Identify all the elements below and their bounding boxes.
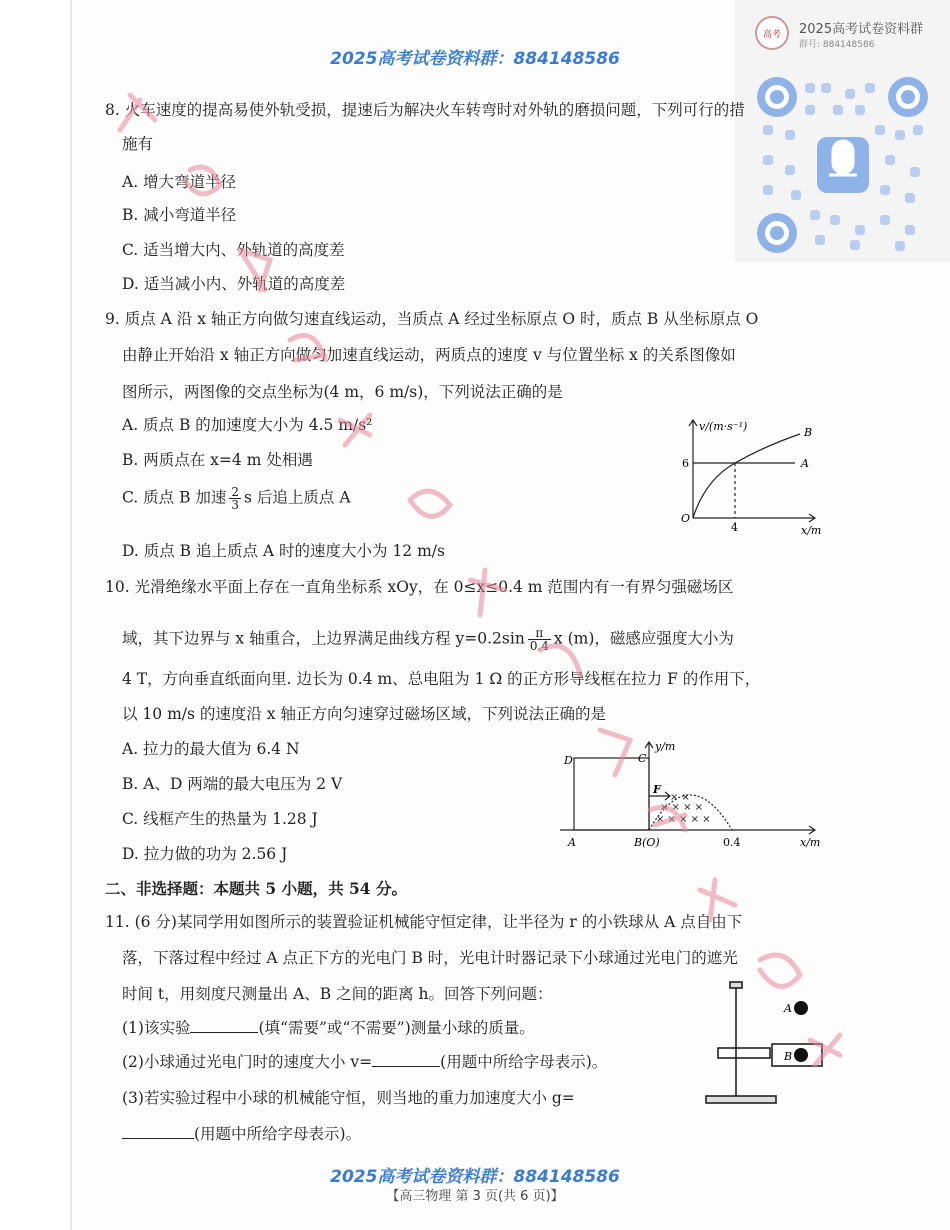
q10-stem-line4: 以 10 m/s 的速度沿 x 轴正方向匀速穿过磁场区域，下列说法正确的是 xyxy=(122,705,606,723)
q11-part2: (2)小球通过光电门时的速度大小 v= (用题中所给字母表示)。 xyxy=(122,1053,608,1071)
q9-line-a-label: A xyxy=(801,457,809,470)
q10-label-b-origin: B(O) xyxy=(634,836,660,849)
page-footer: 【高三物理 第 3 页(共 6 页)】 xyxy=(386,1189,564,1204)
q8-option-a: A. 增大弯道半径 xyxy=(122,173,237,191)
q9-origin-label: O xyxy=(681,512,691,525)
q11-label-b: B xyxy=(784,1050,793,1063)
q11-part3-blank xyxy=(122,1138,194,1139)
ball-at-a-icon xyxy=(794,1001,808,1015)
footer-banner: 2025高考试卷资料群：884148586 xyxy=(330,1167,620,1187)
q10-x-tick: 0.4 xyxy=(723,836,741,849)
qr-group-number: 群号: 884148586 xyxy=(799,40,875,50)
q9-option-d: D. 质点 B 追上质点 A 时的速度大小为 12 m/s xyxy=(122,542,445,560)
q11-part2-blank xyxy=(372,1066,440,1067)
q10-fraction: $\frac{\pi}{0.4}$ xyxy=(529,626,549,653)
q9-vx-graph xyxy=(665,418,830,538)
q9-stem-line2: 由静止开始沿 x 轴正方向做匀加速直线运动，两质点的速度 v 与位置坐标 x 的关系图像如 xyxy=(122,346,736,364)
q9-y-tick-6: 6 xyxy=(682,457,689,470)
q10-label-f: F xyxy=(653,783,661,796)
q11-label-a: A xyxy=(784,1002,792,1015)
q8-option-c: C. 适当增大内、外轨道的高度差 xyxy=(122,241,345,259)
q11-part1: (1)该实验 (填“需要”或“不需要”)测量小球的质量。 xyxy=(122,1019,535,1037)
q9-option-c: C. 质点 B 加速 $\frac{2}{3}$ s 后追上质点 A xyxy=(122,485,351,512)
group-logo-icon: 高考 xyxy=(755,16,789,50)
q11-apparatus-figure xyxy=(700,980,840,1110)
q11-part3: (3)若实验过程中小球的机械能守恒，则当地的重力加速度大小 g= xyxy=(122,1089,575,1107)
q10-option-c: C. 线框产生的热量为 1.28 J xyxy=(122,810,318,828)
q11-part1-blank xyxy=(190,1032,258,1033)
q10-label-a: A xyxy=(568,836,576,849)
q9-option-b: B. 两质点在 x=4 m 处相遇 xyxy=(122,451,313,469)
q9-x-axis-label: x/m xyxy=(801,524,822,537)
q10-label-c: C xyxy=(638,752,647,765)
q9-x-tick-4: 4 xyxy=(731,521,738,534)
q8-option-b: B. 减小弯道半径 xyxy=(122,206,237,224)
q10-option-b: B. A、D 两端的最大电压为 2 V xyxy=(122,775,343,793)
q10-option-d: D. 拉力做的功为 2.56 J xyxy=(122,845,288,863)
q10-stem-line3: 4 T，方向垂直纸面向里. 边长为 0.4 m、总电阻为 1 Ω 的正方形导线框在拉力 F 的作用下， xyxy=(122,670,761,688)
q8-option-d: D. 适当减小内、外轨道的高度差 xyxy=(122,275,346,293)
q10-label-d: D xyxy=(564,754,573,767)
q9-option-a: A. 质点 B 的加速度大小为 4.5 m/s² xyxy=(122,416,373,434)
q10-stem-line2: 域，其下边界与 x 轴重合，上边界满足曲线方程 y=0.2sin $\frac{\pi}{0.4}$ x (m)，磁感应强度大小为 xyxy=(122,626,734,653)
qr-title: 2025高考试卷资料群 xyxy=(799,22,924,37)
q10-x-axis-label: x/m xyxy=(800,836,821,849)
q11-stem-line3: 时间 t，用刻度尺测量出 A、B 之间的距离 h。回答下列问题： xyxy=(122,985,553,1003)
q11-stem-line2: 落，下落过程中经过 A 点正下方的光电门 B 时，光电计时器记录下小球通过光电门的遮光 xyxy=(122,949,738,967)
section-2-heading: 二、非选择题：本题共 5 小题，共 54 分。 xyxy=(105,879,407,898)
q8-stem-line2: 施有 xyxy=(122,135,154,153)
q9-stem-line3: 图所示，两图像的交点坐标为(4 m，6 m/s)，下列说法正确的是 xyxy=(122,383,563,401)
header-banner: 2025高考试卷资料群：884148586 xyxy=(330,49,620,69)
q10-stem-line1: 10. 光滑绝缘水平面上存在一直角坐标系 xOy，在 0≤x≤0.4 m 范围内有一有界匀强磁场区 xyxy=(105,578,734,596)
q8-stem-line1: 8. 火车速度的提高易使外轨受损，提速后为解决火车转弯时对外轨的磨损问题，下列可行的措 xyxy=(105,101,745,119)
ball-at-b-icon xyxy=(794,1048,808,1062)
q9-fraction: $\frac{2}{3}$ xyxy=(231,485,240,512)
q9-stem-line1: 9. 质点 A 沿 x 轴正方向做匀速直线运动，当质点 A 经过坐标原点 O 时，质点 B 从坐标原点 O xyxy=(105,310,759,328)
qr-code-icon xyxy=(755,75,930,255)
q11-part3-cont: (用题中所给字母表示)。 xyxy=(122,1127,361,1143)
q11-stem-line1: 11. (6 分)某同学用如图所示的装置验证机械能守恒定律，让半径为 r 的小铁球从 A 点自由下 xyxy=(105,913,743,931)
q9-curve-b-label: B xyxy=(804,426,813,439)
svg-text:× × × ×: × × × × xyxy=(660,802,704,813)
q10-field-figure xyxy=(560,740,830,855)
q10-y-axis-label: y/m xyxy=(655,740,676,753)
svg-text:× × × × ×: × × × × × xyxy=(656,814,711,825)
paper-crease xyxy=(70,0,72,1230)
qr-card xyxy=(735,0,950,262)
svg-text:× ×: × × xyxy=(670,792,690,803)
q9-y-axis-label: v/(m·s⁻¹) xyxy=(699,420,748,433)
q10-option-a: A. 拉力的最大值为 6.4 N xyxy=(122,740,300,758)
